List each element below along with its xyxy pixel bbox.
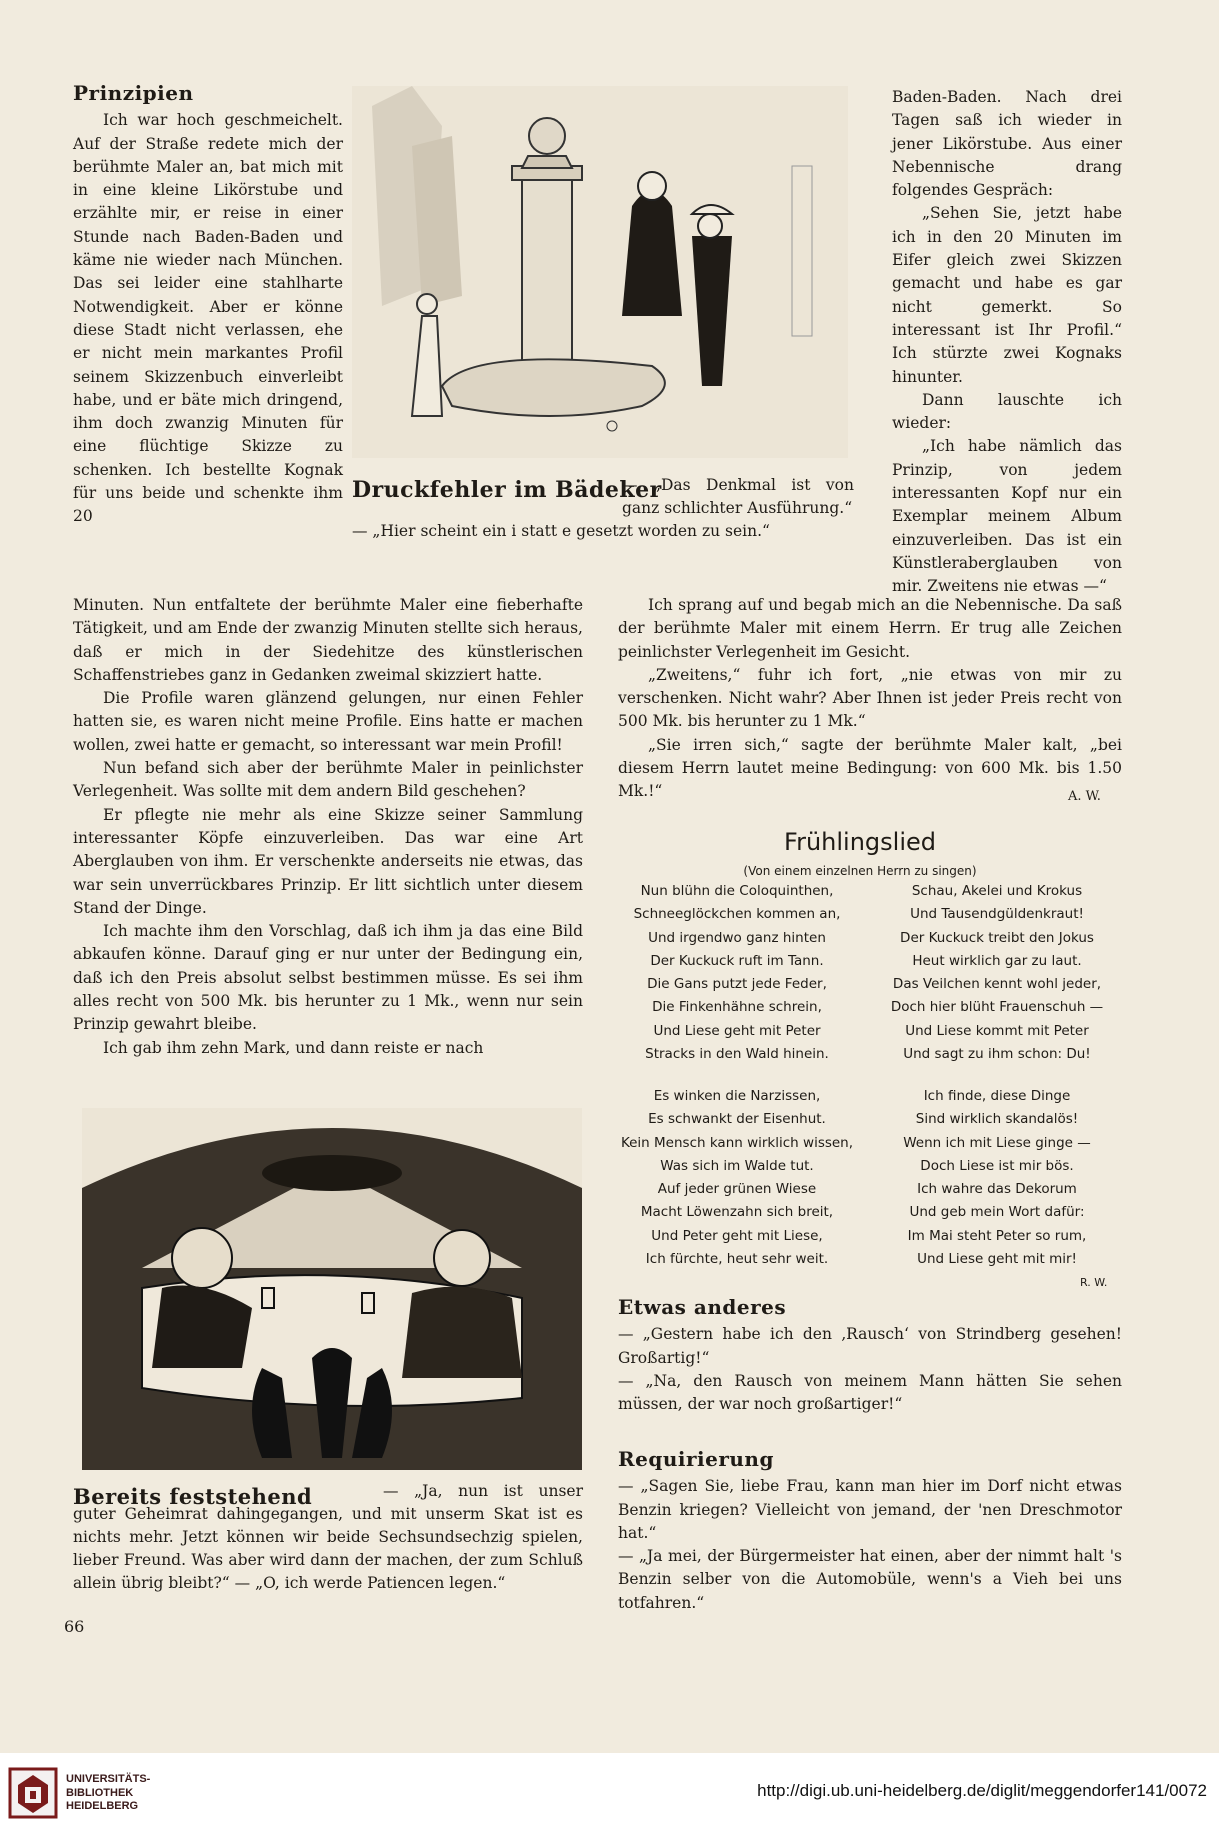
poem-line: Stracks in den Wald hinein. bbox=[645, 1046, 829, 1063]
cartoon-caption-bereits: — „Ja, nun ist unser guter Geheimrat dahingegangen, und mit unserm Skat ist es nichts mehr. Jetzt können wir beide Sechsundsechzig spielen, lieber Freund. Was aber wird dann der machen, der zum Schluß allein übrig bleibt?“ — „O, ich werde Patiencen legen.“ bbox=[73, 1482, 583, 1592]
cartoon-title-bereits-feststehend: Bereits feststehend bbox=[73, 1484, 313, 1509]
paragraph: Nun befand sich aber der berühmte Maler in peinlichster Verlegenheit. Was sollte mit dem andern Bild geschehen? bbox=[73, 759, 583, 801]
signature-aw: A. W. bbox=[1068, 789, 1101, 804]
paragraph: „Sehen Sie, jetzt habe ich in den 20 Minuten im Eifer gleich zwei Skizzen gemacht und habe es gar nicht gemerkt. So interessant ist Ihr Profil.“ Ich stürzte zwei Kognaks hinunter. bbox=[892, 204, 1122, 386]
library-footer bbox=[0, 1753, 1219, 1832]
poem-title: Frühlingslied bbox=[784, 828, 936, 856]
source-url-link[interactable]: http://digi.ub.uni-heidelberg.de/diglit/meggendorfer141/0072 bbox=[757, 1781, 1207, 1800]
poem-line: Ich wahre das Dekorum bbox=[917, 1181, 1077, 1198]
article-prinzipien-left-wide bbox=[73, 594, 583, 1060]
poem-line: Und Liese geht mit Peter bbox=[653, 1022, 821, 1039]
paragraph: Minuten. Nun entfaltete der berühmte Maler eine fieberhafte Tätigkeit, und am Ende der zwanzig Minuten stellte sich heraus, daß er mich in der Siedehitze des künstlerischen Schaffenstriebes ganz in Gedanken zweimal skizziert hatte. bbox=[73, 596, 583, 684]
article-prinzipien-right-wide bbox=[618, 594, 1122, 804]
cartoon-caption-right: — „Das Denkmal ist von ganz schlichter Ausführung.“ bbox=[622, 476, 854, 517]
paragraph: Ich machte ihm den Vorschlag, daß ich ihm ja das eine Bild abkaufen könne. Darauf ging er nur unter der Bedingung ein, daß ich den Preis absolut selbst bestimmen müsse. Es sei ihm alles recht von 500 Mk. bis herunter zu 1 Mk., wenn nur sein Prinzip gewahrt bleibe. bbox=[73, 922, 583, 1034]
page-number: 66 bbox=[64, 1617, 85, 1636]
poem-line: Macht Löwenzahn sich breit, bbox=[640, 1204, 834, 1221]
poem-line: Und geb mein Wort dafür: bbox=[909, 1204, 1085, 1221]
poem-line: Im Mai steht Peter so rum, bbox=[907, 1227, 1087, 1244]
poem-line: Ich fürchte, heut sehr weit. bbox=[645, 1251, 829, 1268]
monument-drawing bbox=[352, 86, 848, 458]
heading-requirierung: Requirierung bbox=[618, 1447, 774, 1471]
poem-stanza-2 bbox=[872, 880, 1122, 1066]
cartoon-title-druckfehler: Druckfehler im Bädeker bbox=[352, 477, 662, 503]
paragraph: „Zweitens,“ fuhr ich fort, „nie etwas von mir zu verschenken. Nicht wahr? Aber Ihnen ist jeder Preis recht von 500 Mk. bis herunter zu 1 Mk.“ bbox=[618, 665, 1122, 731]
poem-subtitle: (Von einem einzelnen Herrn zu singen) bbox=[743, 864, 977, 878]
poem-line: Schneeglöckchen kommen an, bbox=[633, 906, 841, 923]
poem-line: Die Finkenhähne schrein, bbox=[652, 999, 822, 1016]
illustration-card-players bbox=[82, 1108, 582, 1470]
poem-line: Und Liese geht mit mir! bbox=[917, 1251, 1077, 1268]
paragraph: Die Profile waren glänzend gelungen, nur einen Fehler hatten sie, es waren nicht meine Profile. Eins hatte er machen wollen, zwei hatte er gemacht, so interessant war mein Profil! bbox=[73, 689, 583, 754]
poem-stanza-4 bbox=[872, 1085, 1122, 1271]
illustration-monument bbox=[352, 86, 848, 458]
poem-line: Und Tausendgüldenkraut! bbox=[910, 906, 1084, 923]
poem-line: Und Peter geht mit Liese, bbox=[651, 1227, 823, 1244]
paragraph: „Ich habe nämlich das Prinzip, von jedem interessanten Kopf nur ein Exemplar meinem Album einzuverleiben. Das ist ein Künstleraberglauben von mir. Zweitens nie etwas —“ bbox=[892, 437, 1122, 596]
poem-line: Nun blühn die Coloquinthen, bbox=[640, 883, 834, 899]
poem-line: Doch Liese ist mir bös. bbox=[920, 1157, 1074, 1174]
paragraph: — „Gestern habe ich den ‚Rausch‘ von Strindberg gesehen! Großartig!“ bbox=[618, 1325, 1122, 1367]
poem-line: Der Kuckuck treibt den Jokus bbox=[900, 929, 1094, 946]
paragraph: Baden-Baden. Nach drei Tagen saß ich wieder in jener Likörstube. Aus einer Nebennische drang folgendes Gespräch: bbox=[892, 88, 1122, 200]
heading-etwas-anderes: Etwas anderes bbox=[618, 1295, 787, 1319]
paragraph: „Sie irren sich,“ sagte der berühmte Maler kalt, „bei diesem Herrn lautet meine Bedingung: von 600 Mk. bis 1.50 Mk.!“ bbox=[618, 735, 1122, 801]
paragraph: — „Na, den Rausch von meinem Mann hätten Sie sehen müssen, der war noch großartiger!“ bbox=[618, 1371, 1122, 1414]
library-name: UNIVERSITÄTS- BIBLIOTHEK HEIDELBERG bbox=[66, 1773, 151, 1812]
poem-line: Wenn ich mit Liese ginge — bbox=[903, 1134, 1091, 1151]
paragraph: Er pflegte nie mehr als eine Skizze seiner Sammlung interessanter Köpfe einzuverleiben. Das war eine Art Aberglauben von ihm. Er verschenkte anderseits nie etwas, das war sein unverrückbares Prinzip. Er litt sichtlich unter diesem Stand der Dinge. bbox=[73, 805, 583, 917]
signature-rw: R. W. bbox=[1080, 1276, 1108, 1289]
heading-prinzipien: Prinzipien bbox=[73, 81, 194, 105]
card-players-drawing bbox=[82, 1108, 582, 1470]
article-prinzipien-right-narrow bbox=[892, 86, 1122, 599]
poem-line: Und Liese kommt mit Peter bbox=[905, 1022, 1089, 1039]
poem-line: Und sagt zu ihm schon: Du! bbox=[903, 1046, 1091, 1063]
poem-line: Auf jeder grünen Wiese bbox=[657, 1181, 817, 1198]
paragraph: — „Sagen Sie, liebe Frau, kann man hier im Dorf nicht etwas Benzin kriegen? Vielleicht von jemand, der 'nen Dreschmotor hat.“ bbox=[618, 1477, 1122, 1542]
paragraph: Ich war hoch geschmeichelt. Auf der Straße redete mich der berühmte Maler an, bat mich mit in eine kleine Likörstube und erzählte mir, er reise in einer Stunde nach Baden-Baden und käme nie wieder nach München. Das sei leider eine stahlharte Notwendigkeit. Aber er könne diese Stadt nicht verlassen, ehe er nicht mein markantes Profil seinem Skizzenbuch einverleibt habe, und er bäte mich dringend, ihm doch zwanzig Minuten für eine flüchtige Skizze zu schenken. Ich bestellte Kognak für uns beide und schenkte ihm 20 bbox=[73, 111, 343, 526]
cartoon-caption-left: — „Hier scheint ein i statt e gesetzt worden zu sein.“ bbox=[352, 522, 770, 540]
poem-line: Das Veilchen kennt wohl jeder, bbox=[892, 976, 1102, 993]
poem-stanza-1 bbox=[612, 880, 862, 1066]
poem-line: Doch hier blüht Frauenschuh — bbox=[890, 999, 1104, 1016]
poem-line: Und irgendwo ganz hinten bbox=[648, 929, 826, 946]
paragraph: Ich sprang auf und begab mich an die Nebennische. Da saß der berühmte Maler mit einem Herrn. Er trug alle Zeichen peinlichster Verlegenheit im Gesicht. bbox=[618, 596, 1122, 661]
poem-line: Heut wirklich gar zu laut. bbox=[912, 952, 1082, 969]
paragraph: Dann lauschte ich wieder: bbox=[892, 390, 1122, 433]
article-etwas-anderes bbox=[618, 1296, 1122, 1416]
poem-line: Es winken die Narzissen, bbox=[653, 1088, 821, 1104]
poem-line: Die Gans putzt jede Feder, bbox=[647, 976, 827, 993]
poem-stanza-3 bbox=[612, 1085, 862, 1271]
paragraph: — „Ja mei, der Bürgermeister hat einen, aber der nimmt halt 's Benzin selber von die Automobüle, wenn's a Vieh bei uns totfahren.“ bbox=[618, 1547, 1122, 1612]
poem-line: Was sich im Walde tut. bbox=[660, 1157, 814, 1174]
poem-line: Schau, Akelei und Krokus bbox=[911, 883, 1083, 899]
poem-line: Kein Mensch kann wirklich wissen, bbox=[620, 1134, 854, 1151]
poem-line: Ich finde, diese Dinge bbox=[923, 1088, 1071, 1104]
poem-line: Es schwankt der Eisenhut. bbox=[648, 1111, 826, 1128]
poem-line: Sind wirklich skandalös! bbox=[915, 1111, 1079, 1128]
paragraph: Ich gab ihm zehn Mark, und dann reiste er nach bbox=[103, 1038, 484, 1057]
article-prinzipien-left-narrow bbox=[73, 82, 343, 529]
article-requirierung bbox=[618, 1448, 1122, 1615]
university-library-logo-icon bbox=[8, 1767, 58, 1819]
poem-line: Der Kuckuck ruft im Tann. bbox=[650, 952, 824, 969]
